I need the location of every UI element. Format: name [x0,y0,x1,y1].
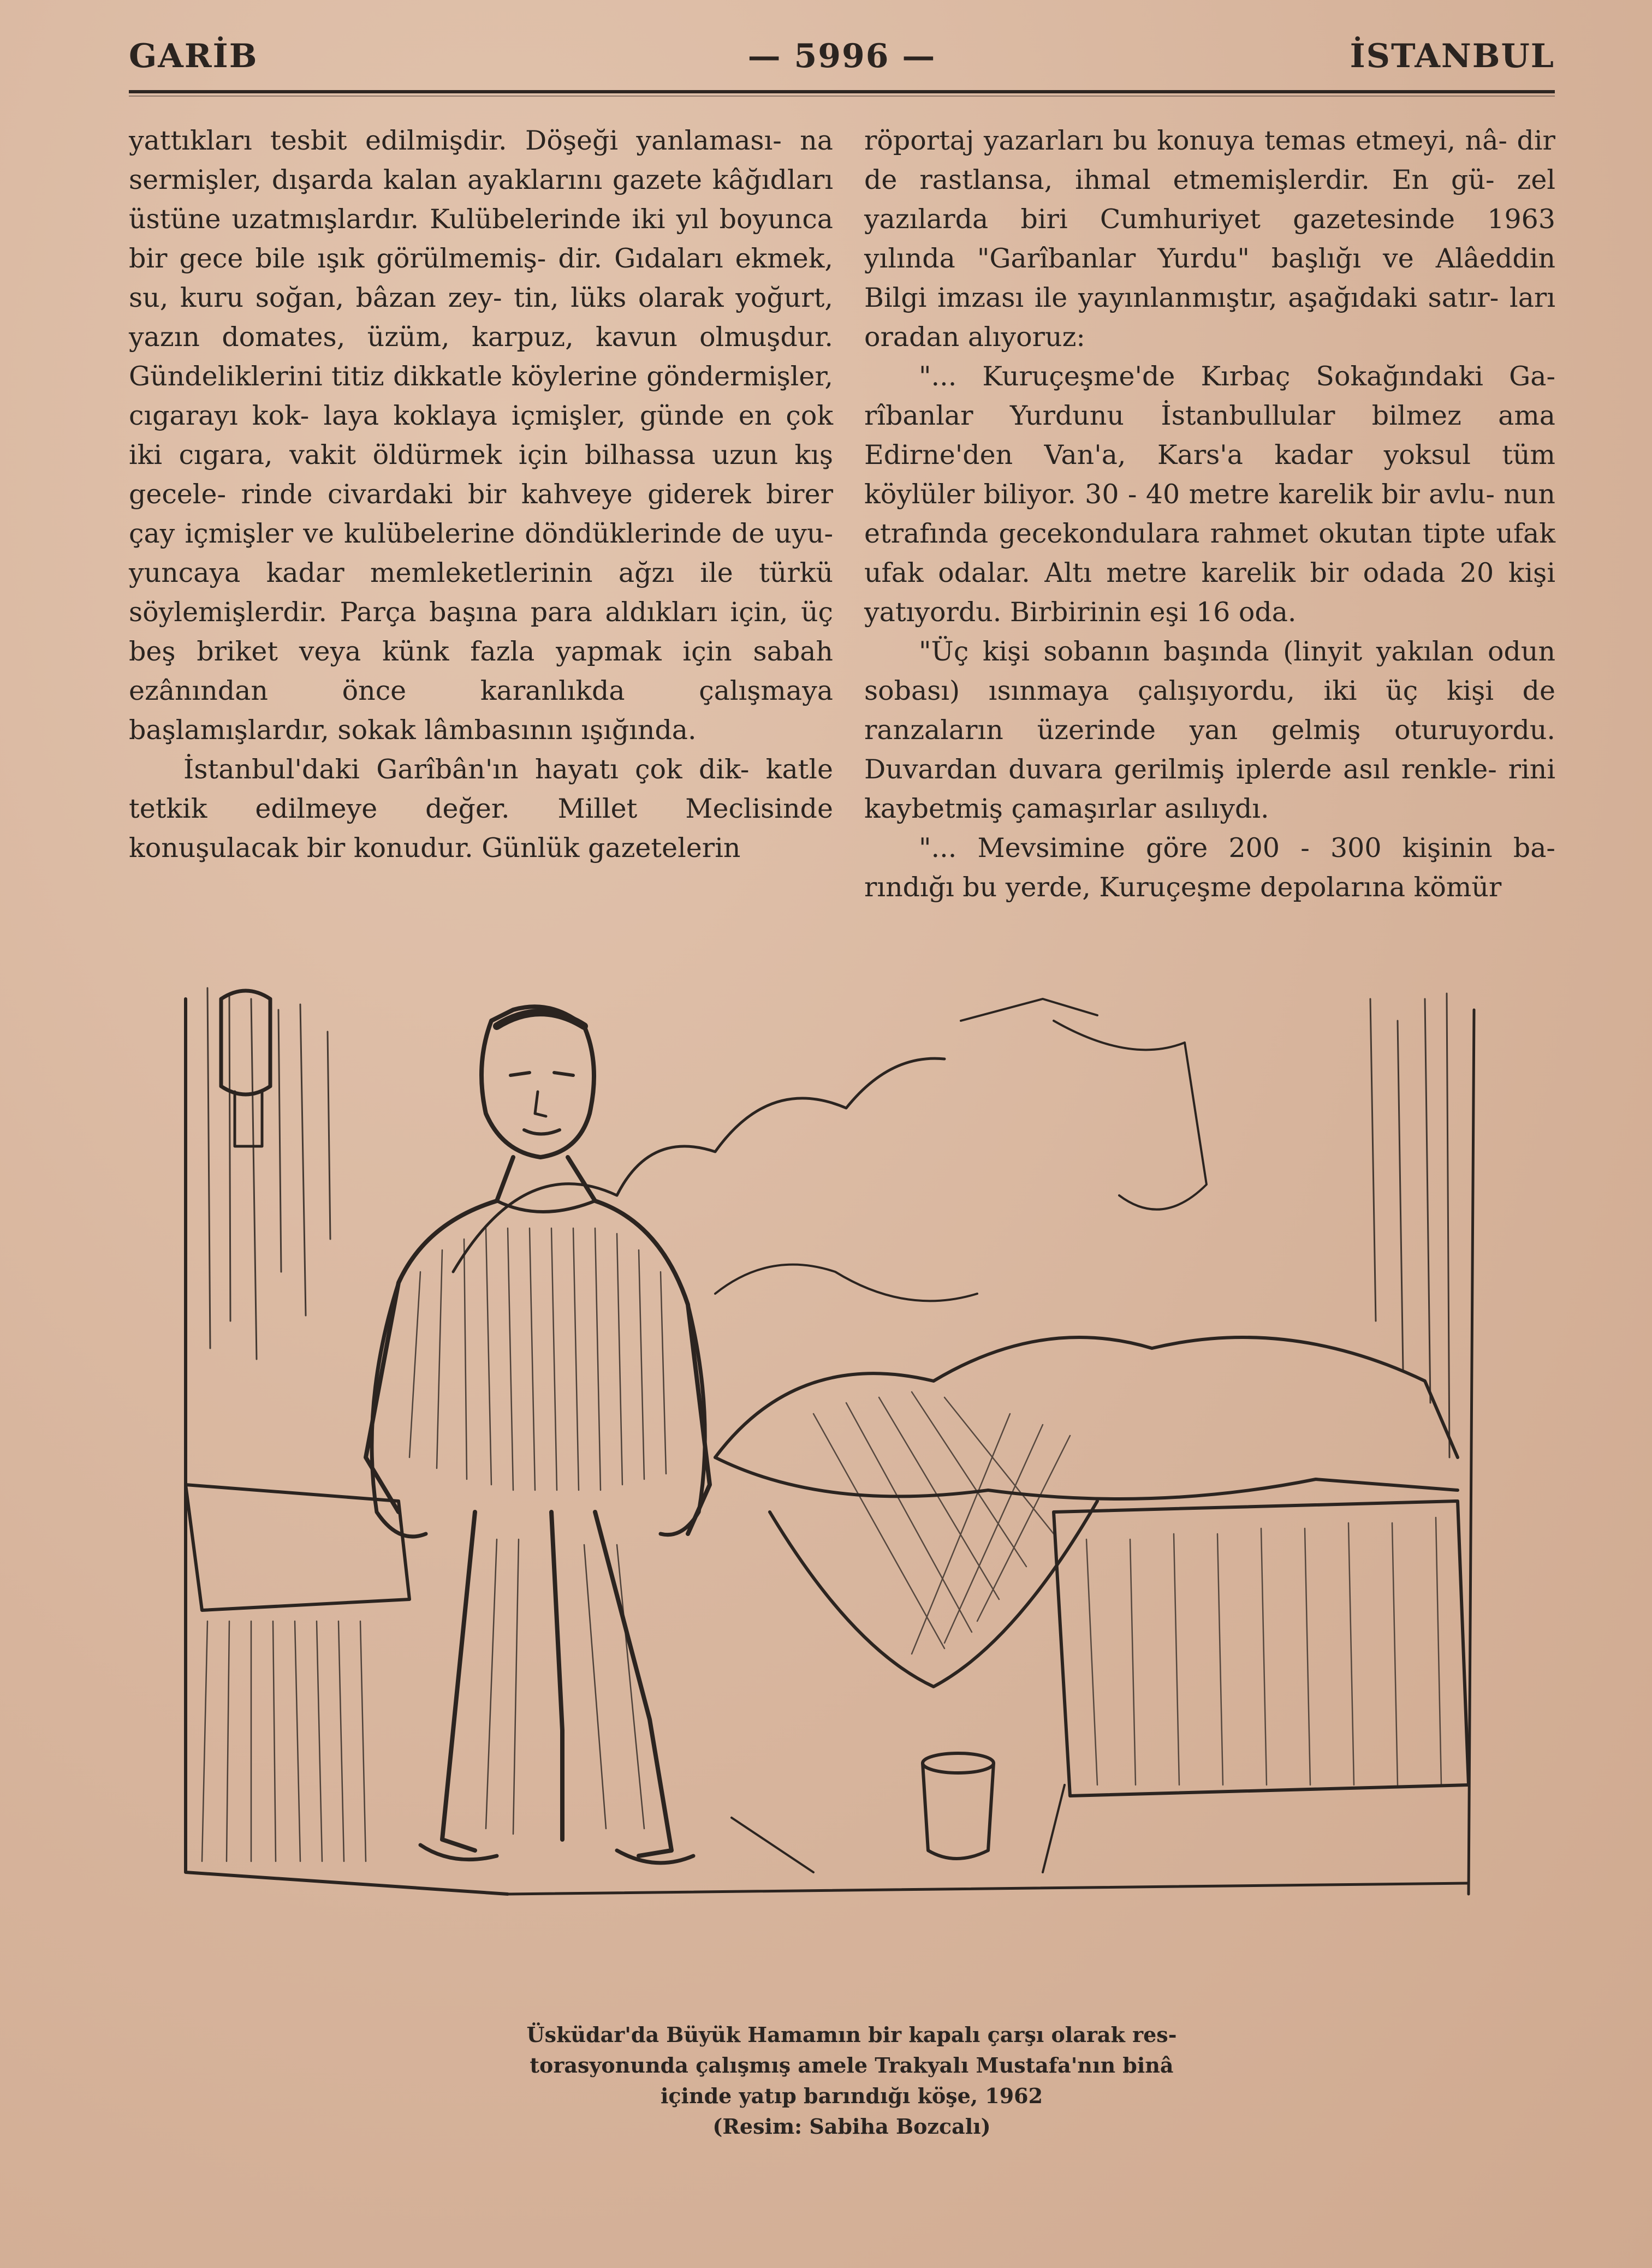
line: nun etrafında gecekondulara rahmet okutan [864,479,1555,549]
line: sabah ezânından önce karanlıkda çalışmaya [129,636,833,706]
header-rule-thin [129,96,1555,97]
running-head-right: İSTANBUL [1350,37,1555,75]
line: konuşulacak bir konudur. Günlük gazetelerin [129,832,741,864]
line: üç beş briket veya künk fazla yapmak için [129,597,833,667]
line: rini kaybetmiş çamaşırlar asılıydı. [864,754,1555,824]
line: rinde civardaki bir kahveye giderek birer çay [129,479,833,549]
line: yılında "Garîbanlar Yurdu" başlığı ve Alâeddin [864,243,1555,274]
image-credit: (Resim: Sabiha Bozcalı) [712,2114,991,2139]
line: İstanbul'daki Garîbân'ın hayatı çok dik- [183,754,750,785]
figure-caption [480,2020,1223,2142]
line: na sermişler, dışarda kalan ayaklarını gazete [129,125,833,195]
line: tipte ufak ufak odalar. Altı metre karelik bir [864,518,1556,588]
illustration [169,966,1490,2047]
right-paragraph-3 [864,632,1555,829]
line: ları oradan alıyoruz: [864,282,1556,353]
line: zel yazılarda biri Cumhuriyet gazetesinde 1963 [864,164,1555,235]
line: Duvardan duvara gerilmiş iplerde asıl renkle- [864,754,1497,785]
ink-drawing [169,966,1490,2047]
line: yuncaya kadar memleketlerinin ağzı ile türkü [129,557,833,588]
header-rule [129,90,1555,93]
right-paragraph-4 [864,829,1555,907]
line: röportaj yazarları bu konuya temas etmeyi, nâ- [864,125,1507,156]
right-paragraph-1 [864,121,1555,357]
line: başlamışlardır, sokak lâmbasının ışığında. [129,715,697,746]
right-column [864,121,1555,907]
line: de ranzaların üzerinde yan gelmiş oturuyordu. [864,675,1555,746]
caption-line: torasyonunda çalışmış amele Trakyalı Mustafa'nın binâ [530,2053,1174,2077]
running-head-left: GARİB [129,37,258,75]
line: rîbanlar Yurdunu İstanbullular bilmez ama [864,400,1555,431]
caption-line: Üsküdar'da Büyük Hamamın bir kapalı çarşı olarak res- [526,2022,1177,2047]
line: dir. Gıdaları ekmek, su, kuru soğan, bâzan zey- [129,243,833,313]
line: içmişler ve kulübelerine döndüklerinde de uyu- [185,518,833,549]
right-paragraph-2 [864,357,1555,632]
line: Bilgi imzası ile yayınlanmıştır, aşağıdaki satır- [864,282,1499,313]
page-number: — 5996 — [747,37,936,75]
left-paragraph-2 [129,750,833,868]
line: odada 20 kişi yatıyordu. Birbirinin eşi 16 oda. [864,557,1555,628]
left-paragraph-1 [129,121,833,750]
line: "... Kuruçeşme'de Kırbaç Sokağındaki Ga- [919,361,1555,392]
line: "... Mevsimine göre 200 - 300 kişinin ba- [919,832,1555,864]
line: yattıkları tesbit edilmişdir. Döşeği yanlaması- [129,125,782,156]
line: laya koklaya içmişler, günde en çok iki cıgara, [129,400,834,471]
left-column [129,121,833,868]
caption-line: içinde yatıp barındığı köşe, 1962 [660,2084,1043,2108]
line: "Üç kişi sobanın başında (linyit yakılan [919,636,1474,667]
line: tin, lüks olarak yoğurt, yazın domates, üzüm, [129,282,833,353]
line: köylüler biliyor. 30 - 40 metre karelik bir avlu- [864,479,1495,510]
line: odun sobası) ısınmaya çalışıyordu, iki üç kişi [864,636,1555,706]
line: söylemişlerdir. Parça başına para aldıkları için, [129,597,788,628]
line: dir de rastlansa, ihmal etmemişlerdir. En gü- [864,125,1555,195]
page-header [129,33,1555,98]
line: kâğıdları üstüne uzatmışlardır. Kulübelerinde [129,164,834,235]
line: vakit öldürmek için bilhassa uzun kış gecele- [129,439,833,510]
line: iki yıl boyunca bir gece bile ışık görülmemiş- [129,204,833,274]
line: katle tetkik edilmeye değer. Millet Meclisinde [129,754,834,824]
line: rındığı bu yerde, Kuruçeşme depolarına kömür [864,872,1502,903]
line: Edirne'den Van'a, Kars'a kadar yoksul tüm [864,439,1555,471]
line: karpuz, kavun olmuşdur. Gündeliklerini titiz [129,322,833,392]
line: dikkatle köylerine göndermişler, cıgarayı kok- [129,361,834,431]
